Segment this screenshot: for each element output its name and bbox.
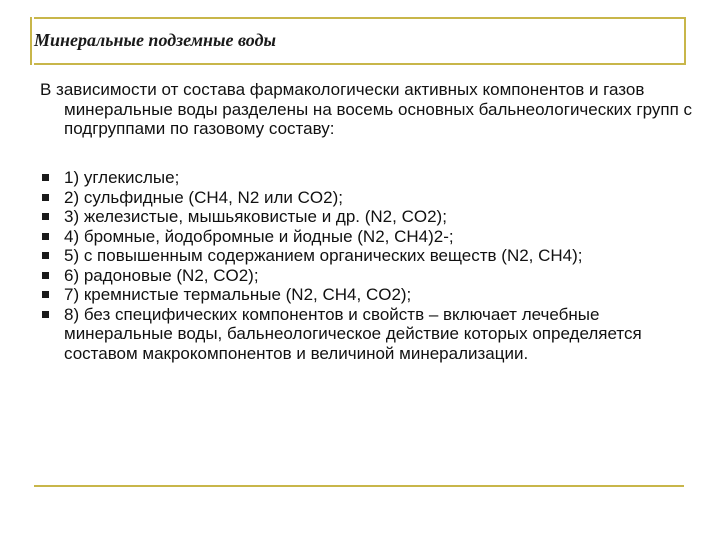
list-item-text: 1) углекислые; (64, 168, 180, 187)
frame-right-rule (684, 17, 686, 65)
list-item-text: 2) сульфидные (CH4, N2 или CO2); (64, 187, 343, 207)
bottom-divider (34, 485, 684, 487)
square-bullet-icon (42, 272, 49, 279)
list-item (40, 266, 670, 286)
list-item (40, 305, 670, 364)
list-item-text: 7) кремнистые термальные (N2, CH4, CO2); (64, 285, 412, 304)
list-item (40, 188, 670, 208)
list-item-text: 4) бромные, йодобромные и йодные (N2, CH4)2-; (64, 226, 454, 246)
frame-top-rule (34, 17, 684, 19)
list-item (40, 285, 670, 305)
square-bullet-icon (42, 233, 49, 240)
frame-left-rule (30, 17, 32, 65)
list-item-text: 3) железистые, мышьяковистые и др. (N2, CO2); (64, 207, 447, 226)
group-list (40, 168, 670, 363)
title-divider (34, 63, 684, 65)
list-item (40, 246, 670, 266)
intro-paragraph: В зависимости от состава фармакологически активных компонентов и газов минеральные воды разделены на восемь основных бальнеологических групп с подгруппами по газовому составу: (40, 80, 693, 138)
square-bullet-icon (42, 213, 49, 220)
square-bullet-icon (42, 311, 49, 318)
list-item-text: 6) радоновые (N2, CO2); (64, 265, 259, 285)
square-bullet-icon (42, 291, 49, 298)
list-item-text: 5) с повышенным содержанием органических веществ (N2, CH4); (64, 246, 583, 265)
list-item (40, 227, 670, 247)
square-bullet-icon (42, 252, 49, 259)
slide-title: Минеральные подземные воды (34, 30, 276, 50)
list-item (40, 168, 670, 188)
list-item-text: 8) без специфических компонентов и свойств – включает лечебные минеральные воды, бальнеологическое действие которых определяется составом макрокомпонентов и величиной минерализации. (64, 304, 642, 363)
list-item (40, 207, 670, 227)
square-bullet-icon (42, 174, 49, 181)
square-bullet-icon (42, 194, 49, 201)
